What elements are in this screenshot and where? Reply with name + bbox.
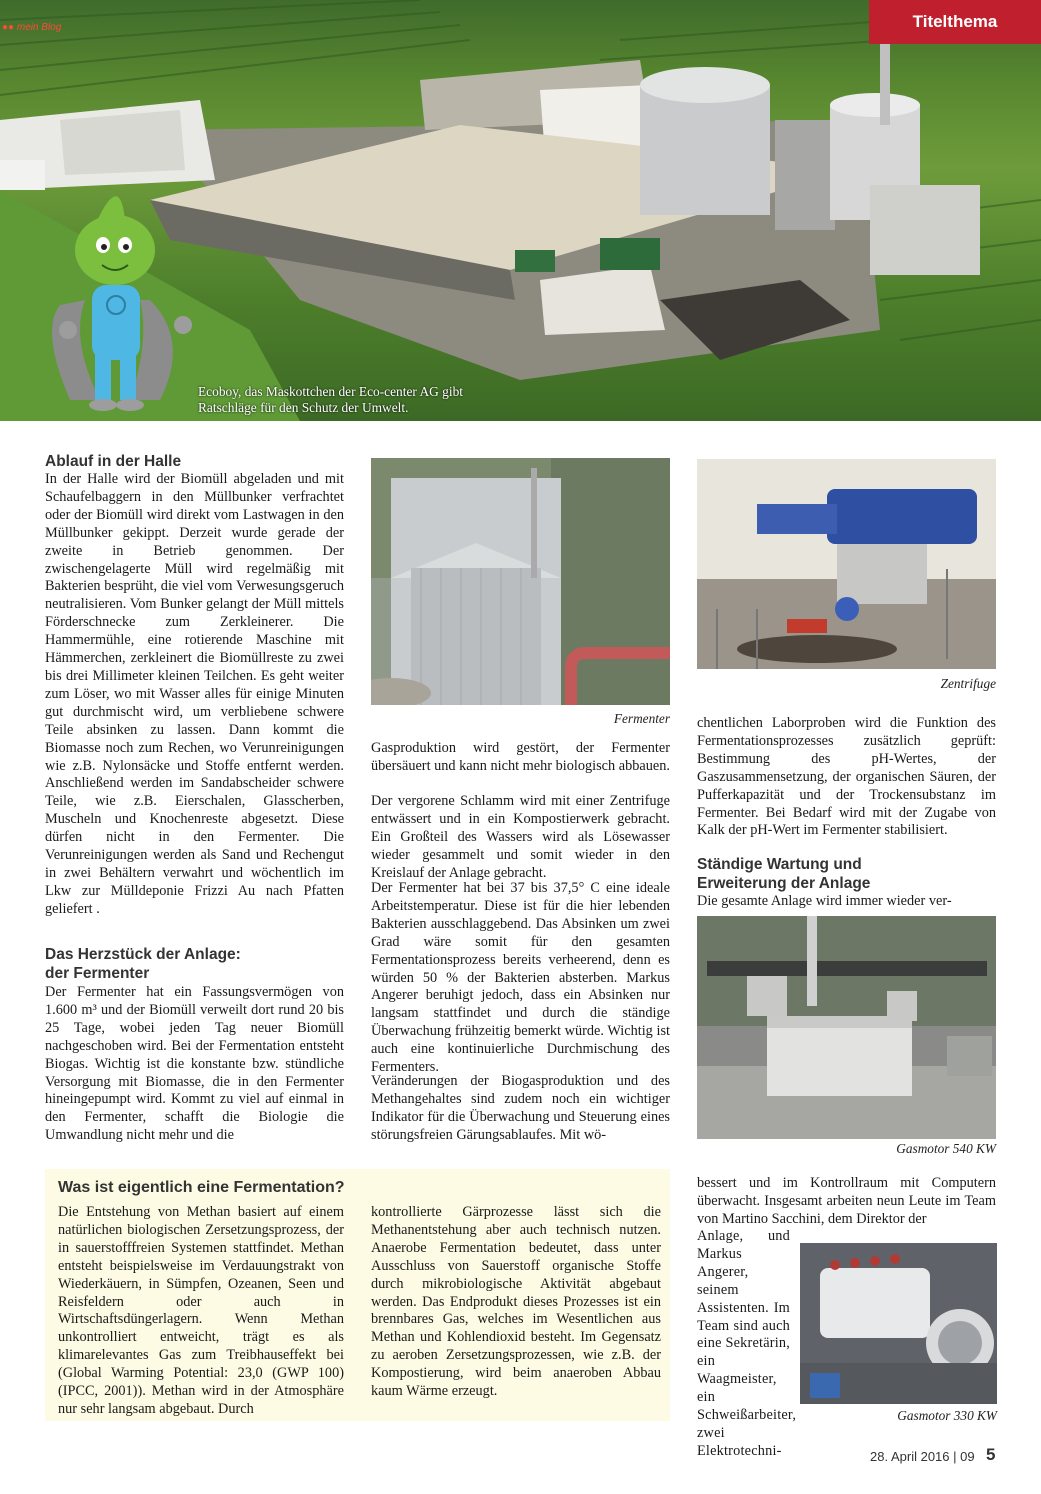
- fermenter-photo: [371, 458, 670, 705]
- heading-herzstueck-a: Das Herzstück der Anlage:: [45, 946, 241, 963]
- paragraph-temperatur: Der Fermenter hat bei 37 bis 37,5° C eine ideale Arbeitstemperatur. Diese ist für die hier lebenden Bakterien ausschlaggebend. Das Absinken um zwei Grad wäre somit für den gesamten Fermentationsprozess bereits verheerend, denn es würden 50 % der Bakterien absterben. Markus Angerer beruhigt jedoch, dass ein Absinken nur langsam stattfindet und durch die ständige Überwachung frühzeitig bemerkt würde. Wichtig ist auch eine kontinuierliche Durchmischung des Fermenters.: [371, 880, 670, 1076]
- blog-brand: ●● mein Blog: [2, 22, 62, 33]
- gasmotor-330-photo: [800, 1243, 997, 1404]
- info-box-right-text: kontrollierte Gärprozesse lässt sich die Methanentstehung aber auch technisch nutzen. Anaerobe Fermentation bedeutet, dass unter Ausschluss von Sauerstoff organische Stoffe durch mikrobiologische Aktivität abgebaut werden. Das Endprodukt dieses Prozesses ist ein brennbares Gas, welches im Wesentlichen aus Methan und Kohlendioxid besteht. Im Gegensatz zu aeroben Zersetzungsprozessen, wie z.B. der Kompostierung, wird beim anaeroben Abbau kaum Wärme erzeugt.: [371, 1204, 661, 1400]
- info-box-heading: Was ist eigentlich eine Fermentation?: [58, 1179, 345, 1196]
- paragraph-gasproduktion: Gasproduktion wird gestört, der Fermenter übersäuert und kann nicht mehr biologisch abbauen.: [371, 740, 670, 774]
- caption-zentrifuge: Zentrifuge: [940, 676, 996, 691]
- zentrifuge-photo: [697, 459, 996, 669]
- section-label: Titelthema: [869, 0, 1041, 44]
- page-number: 5: [986, 1445, 996, 1464]
- caption-gasmotor-540: Gasmotor 540 KW: [896, 1141, 996, 1156]
- hero-caption: Ecoboy, das Maskottchen der Eco-center AG gibt Ratschläge für den Schutz der Umwelt.: [198, 384, 464, 415]
- paragraph-anlage-intro: Die gesamte Anlage wird immer wieder ver-: [697, 893, 952, 909]
- heading-herzstueck-b: der Fermenter: [45, 965, 150, 982]
- paragraph-fermenter: Der Fermenter hat ein Fassungsvermögen von 1.600 m³ und der Biomüll verweilt dort rund 20 bis 25 Tage, wobei jeden Tag neuer Biomüll nachgeschoben wird. Bei der Fermentation entsteht Biogas. Wichtig ist die konstante bzw. stündliche Versorgung mit Biomasse, die in den Fermenter hineingepumpt wird. Kommt zu viel auf einmal in den Fermenter, schafft die Biologie die Umwandlung nicht mehr und die: [45, 984, 344, 1144]
- paragraph-team: Anlage, und Markus Angerer, seinem Assistenten. Im Team sind auch eine Sekretärin, ein Waagmeister, ein Schweißarbeiter, zwei Elektrotechni-: [697, 1228, 797, 1459]
- paragraph-methangehalt: Veränderungen der Biogasproduktion und des Methangehaltes sind zudem noch ein wichtiger Indikator für die Überwachung und Steuerung eines störungsfreien Gärungsablaufes. Mit wö-: [371, 1073, 670, 1143]
- heading-ablauf: Ablauf in der Halle: [45, 453, 182, 470]
- paragraph-ablauf: In der Halle wird der Biomüll abgeladen und mit Schaufelbaggern in den Müllbunker verfrachtet oder der Biomüll wird direkt vom Lastwagen in den Müllbunker gekippt. Derzeit wurde gerade der zweite in Betrieb genommen. Der zwischengelagerte Müll wird regelmäßig mit Bakterien besprüht, die viel vom Verwesungsgeruch neutralisieren. Vom Bunker gelangt der Müll mittels Förderschnecke zum Zerkleinerer. Die Hammermühle, eine rotierende Maschine mit Hämmerchen, zerkleinert die Biomüllreste zu zwei bis drei Millimeter kleinen Teilchen. Es geht weiter zum Löser, wo mit Wasser alles für einige Minuten gut durchmischt wird, um verbliebene schwere Teile absinken zu lassen. Dann kommt die Biomasse noch zum Rechen, wo Verunreinigungen wie z.B. Nylonsäcke und Stoffe entfernt werden. Anschließend werden im Sandabscheider schwere Teile, wie z.B. Eierschalen, Glasscherben, Muscheln und Knochenreste abgesetzt. Diese dürfen nicht in den Fermenter. Die Verunreinigungen werden als Sand und Rechengut in zwei Behältern verwahrt und wöchentlich im Lkw zur Mülldeponie Frizzi Au nach Pfatten geliefert .: [45, 471, 344, 917]
- paragraph-laborproben: chentlichen Laborproben wird die Funktion des Fermentationsprozesses zusätzlich geprüft: Bestimmung des pH-Wertes, der Gaszusammensetzung, der organischen Säuren, der Pufferkapazität und der Trockensubstanz im Fermenter. Bei Bedarf wird mit der Zugabe von Kalk der pH-Wert im Fermenter stabilisiert.: [697, 715, 996, 839]
- caption-fermenter: Fermenter: [613, 711, 670, 726]
- gasmotor-540-photo: [697, 916, 996, 1139]
- issue-date: 28. April 2016 | 09: [870, 1449, 975, 1464]
- paragraph-kontrollraum: bessert und im Kontrollraum mit Computern überwacht. Insgesamt arbeiten neun Leute im Team von Martino Sacchini, dem Direktor der: [697, 1175, 996, 1227]
- caption-gasmotor-330: Gasmotor 330 KW: [897, 1408, 997, 1423]
- info-box-left-text: Die Entstehung von Methan basiert auf einem natürlichen biologischen Zersetzungsprozess, der in sauerstofffreien Systemen stattfindet. Methan entsteht beispielsweise im Verdauungstrakt von Wiederkäuern, in Sümpfen, Ozeanen, Seen und Reisfeldern oder auch in Wirtschaftsdüngerlagern. Wenn Methan unkontrolliert entweicht, trägt es als klimarelevantes Gas zum Treibhauseffekt bei (Global Warming Potential: 23,0 (GWP 100) (IPCC, 2001)). Methan wird in der Atmosphäre nur sehr langsam abgebaut. Durch: [58, 1204, 344, 1417]
- paragraph-schlamm: Der vergorene Schlamm wird mit einer Zentrifuge entwässert und in ein Kompostierwerk gebracht. Ein Großteil des Wassers wird als Lösewasser wieder gesammelt und somit wieder in den Kreislauf der Anlage gebracht.: [371, 793, 670, 881]
- hero-photo: [0, 0, 1041, 421]
- heading-wartung-a: Ständige Wartung und: [697, 856, 862, 873]
- plant-aerial-illustration: [0, 0, 1041, 421]
- heading-wartung-b: Erweiterung der Anlage: [697, 875, 871, 892]
